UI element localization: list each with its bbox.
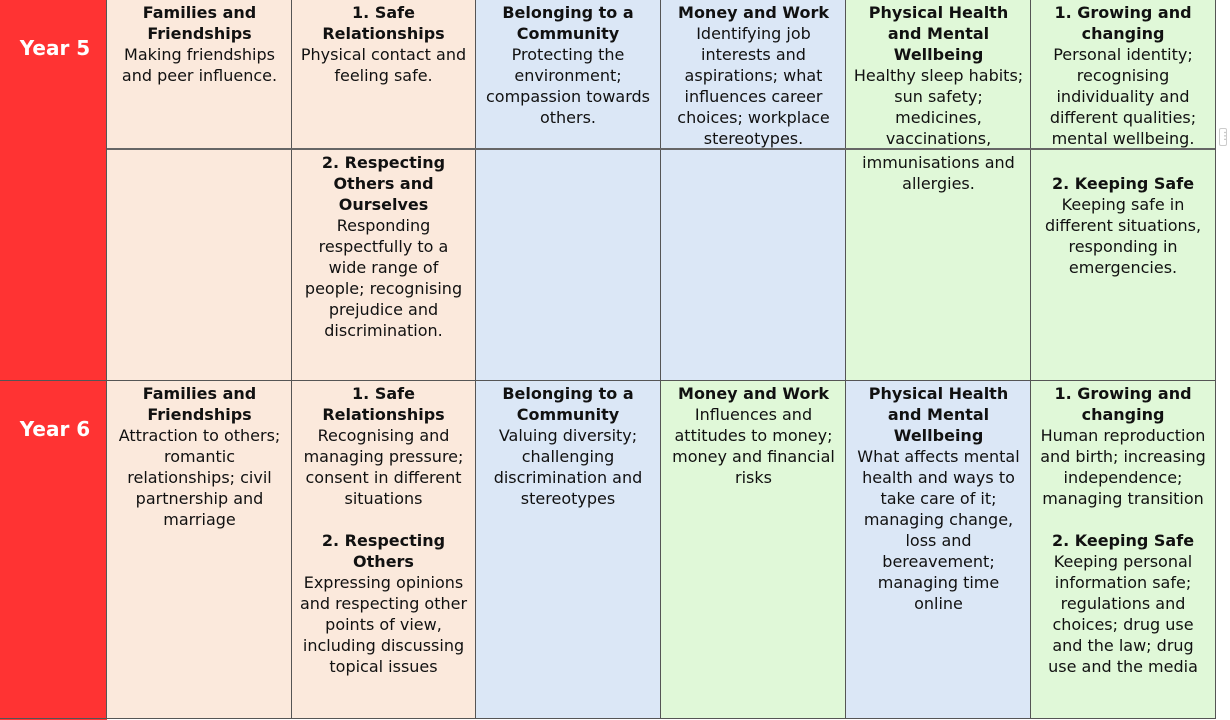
y5-families-title: Families and Friendships (142, 3, 257, 43)
year-5-label: Year 5 (19, 36, 91, 60)
y5-respecting-body: Responding respectfully to a wide range of people; recognising prejudice and discrimination. (304, 216, 463, 340)
y6-growing-title: 1. Growing and changing (1054, 384, 1192, 424)
y6-families-body: Attraction to others; romantic relationships; civil partnership and marriage (118, 426, 281, 529)
y5-money-body: Identifying job interests and aspirations; what influences career choices; workplace stereotypes. (677, 24, 830, 148)
y5-families-cell (107, 0, 292, 149)
grid-line (845, 0, 846, 718)
y5-safe-relationships-title: 1. Safe Relationships (322, 3, 445, 43)
y5-money-title: Money and Work (678, 3, 829, 22)
grid-line (660, 0, 661, 718)
y5-growing-title: 1. Growing and changing (1054, 3, 1192, 43)
y6-keeping-safe-body: Keeping personal information safe; regulations and choices; drug use and the law; drug use and the media (1048, 552, 1198, 676)
grid-line (106, 0, 107, 718)
y5-respecting-cell (292, 150, 475, 380)
y5-safe-relationships-body: Physical contact and feeling safe. (300, 45, 467, 85)
y6-community-cell (475, 381, 661, 718)
y5-money-cell (661, 0, 846, 149)
y5-families-cont-cell (107, 150, 292, 380)
grid-line (1215, 0, 1216, 718)
y6-health-cell (846, 381, 1031, 718)
y5-keeping-safe-cell (1031, 150, 1215, 380)
y5-families-body: Making friendships and peer influence. (121, 45, 278, 85)
grid-line (1030, 0, 1031, 718)
grid-line (291, 0, 292, 718)
y6-money-title: Money and Work (678, 384, 829, 403)
y6-keeping-safe-title: 2. Keeping Safe (1051, 531, 1195, 550)
y5-community-title: Belonging to a Community (502, 3, 634, 43)
y6-safe-relationships-cell (292, 381, 475, 718)
y6-families-cell (107, 381, 292, 718)
y5-health-body-cont: immunisations and allergies. (862, 153, 1015, 193)
page-break-line (107, 148, 1215, 150)
grid-line (0, 718, 1216, 719)
y5-community-body: Protecting the environment; compassion towards others. (485, 45, 650, 127)
y5-keeping-safe-body: Keeping safe in different situations, responding in emergencies. (1044, 195, 1202, 277)
y5-safe-relationships-cell (292, 0, 475, 149)
y5-money-cont-cell (661, 150, 846, 380)
y6-health-title: Physical Health and Mental Wellbeing (868, 384, 1009, 445)
y6-respecting-body: Expressing opinions and respecting other points of view, including discussing topical issues (299, 573, 468, 676)
y5-community-cell (475, 0, 661, 149)
y6-community-body: Valuing diversity; challenging discrimination and stereotypes (493, 426, 643, 508)
year-column (0, 0, 107, 720)
y5-respecting-title: 2. Respecting Others and Ourselves (321, 153, 446, 214)
y5-health-title: Physical Health and Mental Wellbeing (868, 3, 1009, 64)
y6-growing-body: Human reproduction and birth; increasing independence; managing transition (1040, 426, 1206, 508)
y5-keeping-safe-title: 2. Keeping Safe (1051, 174, 1195, 193)
y6-families-title: Families and Friendships (142, 384, 257, 424)
year-6-label: Year 6 (19, 417, 91, 441)
y5-community-cont-cell (475, 150, 661, 380)
y5-health-cont-cell (846, 150, 1031, 380)
y5-growing-body: Personal identity; recognising individuality and different qualities; mental wellbeing. (1049, 45, 1197, 148)
y6-money-body: Influences and attitudes to money; money and financial risks (672, 405, 835, 487)
y6-money-cell (661, 381, 846, 718)
y6-respecting-title: 2. Respecting Others (321, 531, 446, 571)
y6-growing-cell (1031, 381, 1215, 718)
y6-health-body: What affects mental health and ways to take care of it; managing change, loss and bereavement; managing time online (857, 447, 1020, 613)
grid-line (0, 380, 1216, 381)
y6-safe-relationships-title: 1. Safe Relationships (322, 384, 445, 424)
y5-health-body: Healthy sleep habits; sun safety; medicines, vaccinations, (853, 66, 1024, 148)
y5-health-cell (846, 0, 1031, 149)
y5-growing-cell (1031, 0, 1215, 149)
y6-safe-relationships-body: Recognising and managing pressure; consent in different situations (303, 426, 464, 508)
grid-line (475, 0, 476, 718)
more-vertical-icon[interactable]: ⋮ (1219, 128, 1227, 146)
y6-community-title: Belonging to a Community (502, 384, 634, 424)
